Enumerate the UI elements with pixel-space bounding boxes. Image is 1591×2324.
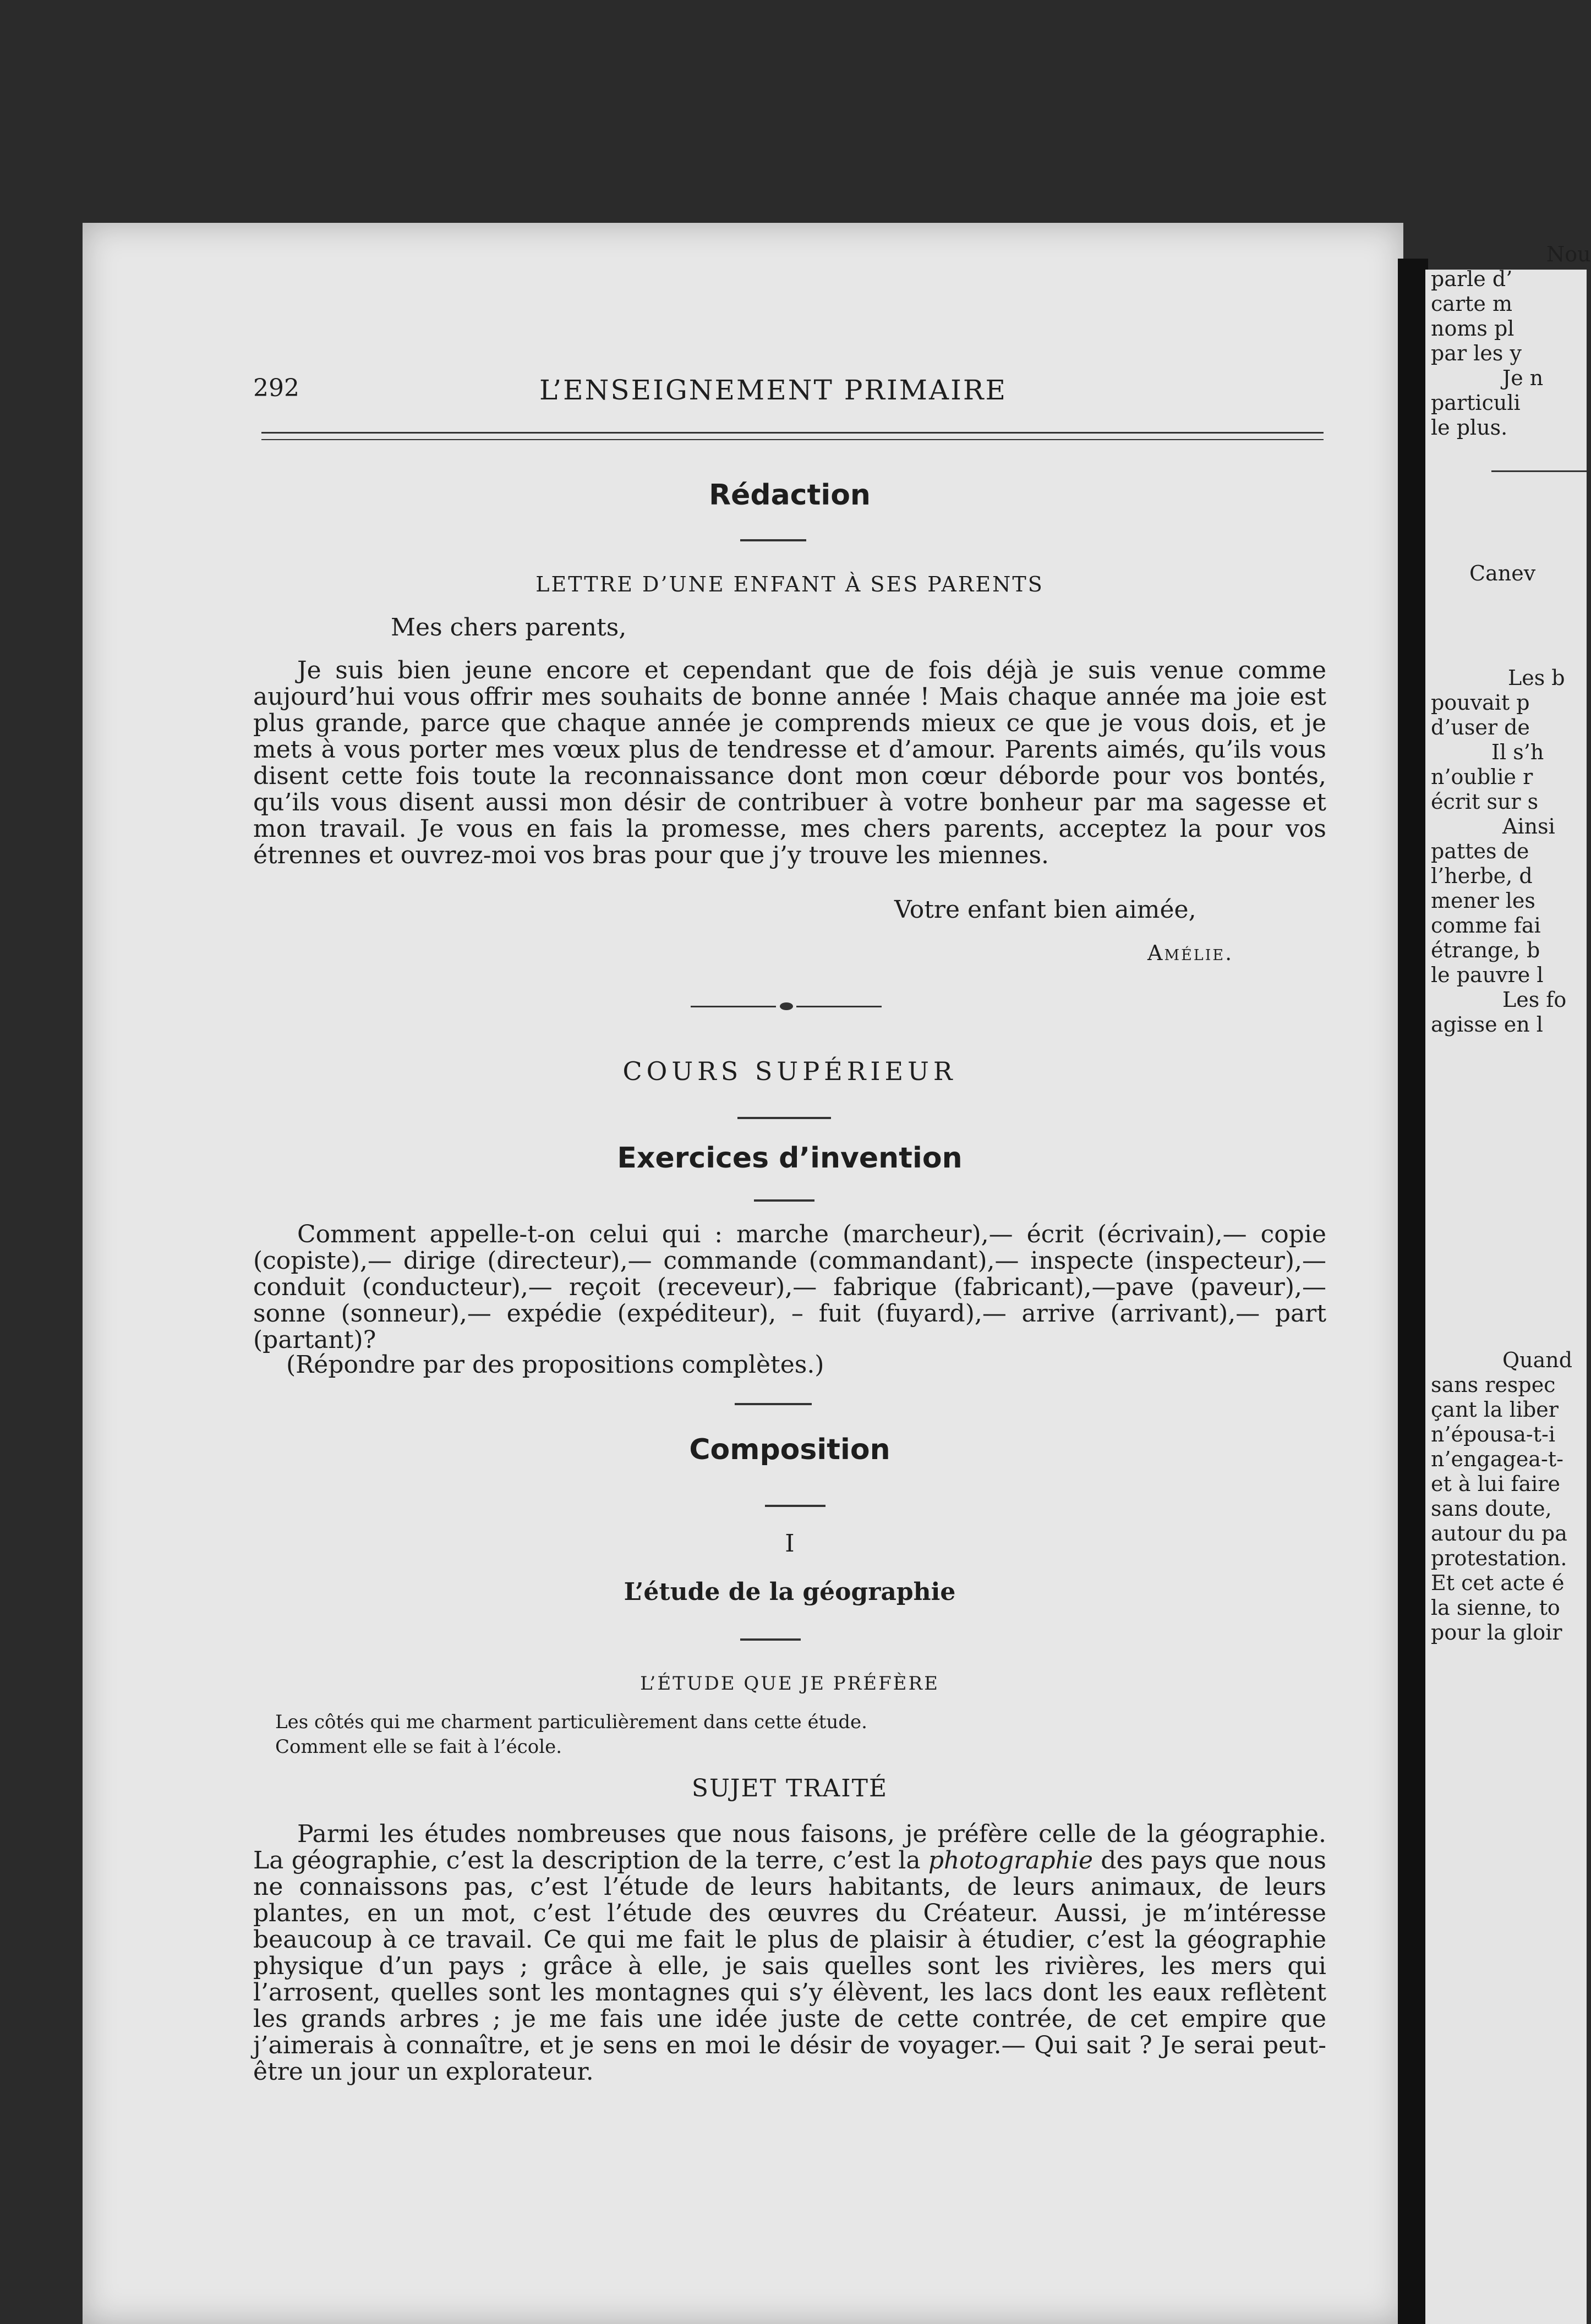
right-page-line: le pauvre l xyxy=(1431,963,1544,987)
outline-line-1: Les côtés qui me charment particulièrement dans cette étude. xyxy=(275,1711,867,1733)
book-gutter xyxy=(1398,259,1428,2324)
right-page-line: écrit sur s xyxy=(1431,790,1539,814)
right-page-line: Les fo xyxy=(1502,988,1567,1012)
title-rule xyxy=(754,1199,814,1202)
composition-numeral: I xyxy=(785,1530,795,1558)
title-rule xyxy=(737,1117,831,1119)
outline-line-2: Comment elle se fait à l’école. xyxy=(275,1736,562,1758)
right-page-line: parle d’ xyxy=(1431,267,1513,291)
right-page-line: n’oublie r xyxy=(1431,765,1533,789)
right-page-line: sans doute, xyxy=(1431,1497,1552,1521)
right-page-line: pouvait p xyxy=(1431,690,1530,715)
section-title-redaction: Rédaction xyxy=(709,479,871,512)
letter-body xyxy=(253,657,1326,889)
right-page xyxy=(1425,242,1591,2324)
composition-paragraph xyxy=(253,1821,1326,2085)
right-header-rule xyxy=(1491,470,1587,472)
right-page-line: autour du pa xyxy=(1431,1521,1567,1545)
right-page-line: étrange, b xyxy=(1431,938,1540,962)
page-header xyxy=(253,374,1326,413)
right-page-line: n’engagea-t- xyxy=(1431,1447,1563,1471)
section-ornament xyxy=(691,1001,883,1012)
composition-subject: L’étude de la géographie xyxy=(624,1578,956,1606)
right-page-line: pour la gloir xyxy=(1431,1620,1562,1645)
right-page-line: par les y xyxy=(1431,341,1522,365)
right-page-line: particuli xyxy=(1431,391,1521,415)
right-page-line: pattes de xyxy=(1431,839,1529,863)
exercises-paragraph: Comment appelle-t-on celui qui : marche (marcheur),— écrit (écrivain),— copie (copiste),— dirige (directeur),— commande (commandant),— inspecte (inspecteur),— conduit (conducteur),— reçoit (receveur),— fabrique (fabricant),—pave (paveur),— sonne (sonneur),— expédie (expéditeur), – fuit (fuyard),— arrive (arrivant),— part (partant)? xyxy=(253,1220,1326,1354)
salutation: Mes chers parents, xyxy=(391,613,627,642)
right-page-line: la sienne, to xyxy=(1431,1596,1560,1620)
right-page-line: comme fai xyxy=(1431,913,1541,938)
right-page-line: protestation. xyxy=(1431,1546,1567,1570)
composition-body xyxy=(253,1821,1326,2162)
letter-paragraph: Je suis bien jeune encore et cependant que de fois déjà je suis venue comme aujourd’hui vous offrir mes souhaits de bonne année ! Mais chaque année ma joie est plus grande, parce que chaque année je comprends mieux ce que je vous dois, et je mets à vous porter mes vœux plus de tendresse et d’amour. Parents aimés, qu’ils vous disent cette fois toute la reconnaissance dont mon cœur déborde pour vos bontés, qu’ils vous disent aussi mon désir de contribuer à votre bonheur par ma sagesse et mon travail. Je vous en fais la promesse, mes chers parents, acceptez la pour vos étrennes et ouvrez-moi vos bras pour que j’y trouve les miennes. xyxy=(253,656,1326,869)
page-number: 292 xyxy=(253,374,299,402)
title-rule xyxy=(740,1638,801,1641)
right-page-line: Je n xyxy=(1502,366,1544,390)
right-page-line: n’épousa-t-i xyxy=(1431,1422,1555,1446)
exercises-body xyxy=(253,1221,1326,1359)
exercises-note: (Répondre par des propositions complètes.) xyxy=(286,1351,824,1379)
right-page-line: noms pl xyxy=(1431,316,1515,341)
right-page-line: sans respec xyxy=(1431,1373,1556,1397)
right-page-line: Quand xyxy=(1502,1348,1573,1372)
right-page-line: mener les xyxy=(1431,889,1535,913)
right-page-line: Ainsi xyxy=(1502,814,1555,838)
right-page-line: çant la liber xyxy=(1431,1397,1559,1422)
ornament-dot xyxy=(780,1002,793,1010)
right-page-line: Canev xyxy=(1469,561,1536,585)
title-rule xyxy=(765,1505,825,1507)
letter-signature: Amélie. xyxy=(1147,941,1234,965)
composition-text-part2: des pays que nous ne connaissons pas, c’est l’étude de leurs habitants, de leurs animaux, de leurs plantes, en un mot, c’est l’étude des œuvres du Créateur. Aussi, je m’intéresse beaucoup à ce travail. Ce qui me fait le plus de plaisir à étudier, c’est la géographie physique d’un pays ; grâce à elle, je sais quelles sont les rivières, les mers qui l’arrosent, quelles sont les montagnes qui s’y élèvent, les lacs dont les eaux reflètent les grands arbres ; je me fais une idée juste de cette contrée, de cet empire que j’aimerais à connaître, et je sens en moi le désir de voyager.— Qui sait ? Je serai peut-être un jour un explorateur. xyxy=(253,1846,1326,2086)
right-page-line: l’herbe, d xyxy=(1431,864,1533,888)
letter-title: LETTRE D’UNE ENFANT À SES PARENTS xyxy=(535,572,1044,596)
composition-emphasis: photographie xyxy=(928,1846,1094,1874)
right-page-line: carte m xyxy=(1431,292,1512,316)
treated-subject-title xyxy=(253,1774,1326,1802)
header-rule xyxy=(261,432,1324,440)
right-page-line: Nou xyxy=(1546,242,1591,266)
exercises-title: Exercices d’invention xyxy=(617,1142,963,1175)
composition-section-title: L’ÉTUDE QUE JE PRÉFÈRE xyxy=(640,1673,939,1695)
right-page-line: d’user de xyxy=(1431,715,1530,739)
composition-title: Composition xyxy=(689,1433,890,1466)
ornament-line-right xyxy=(796,1006,882,1007)
right-page-line: Et cet acte é xyxy=(1431,1571,1565,1595)
right-page-line: Les b xyxy=(1508,666,1565,690)
right-page-line: le plus. xyxy=(1431,415,1508,440)
ornament-line-left xyxy=(691,1006,776,1007)
treated-subject-label: SUJET TRAITÉ xyxy=(691,1774,888,1802)
title-rule xyxy=(740,539,806,541)
letter-closing: Votre enfant bien aimée, xyxy=(894,896,1196,924)
right-page-line: et à lui faire xyxy=(1431,1472,1560,1496)
cours-superieur-title: COURS SUPÉRIEUR xyxy=(622,1056,957,1086)
running-title: L’ENSEIGNEMENT PRIMAIRE xyxy=(539,374,1007,406)
right-page-line: agisse en l xyxy=(1431,1012,1543,1037)
section-rule xyxy=(735,1403,812,1405)
composition-text-part1: Parmi les études nombreuses que nous faisons, je préfère celle de la géographie. La géographie, c’est la description de la terre, c’est la xyxy=(253,1820,1326,1874)
right-page-line: Il s’h xyxy=(1491,740,1544,764)
